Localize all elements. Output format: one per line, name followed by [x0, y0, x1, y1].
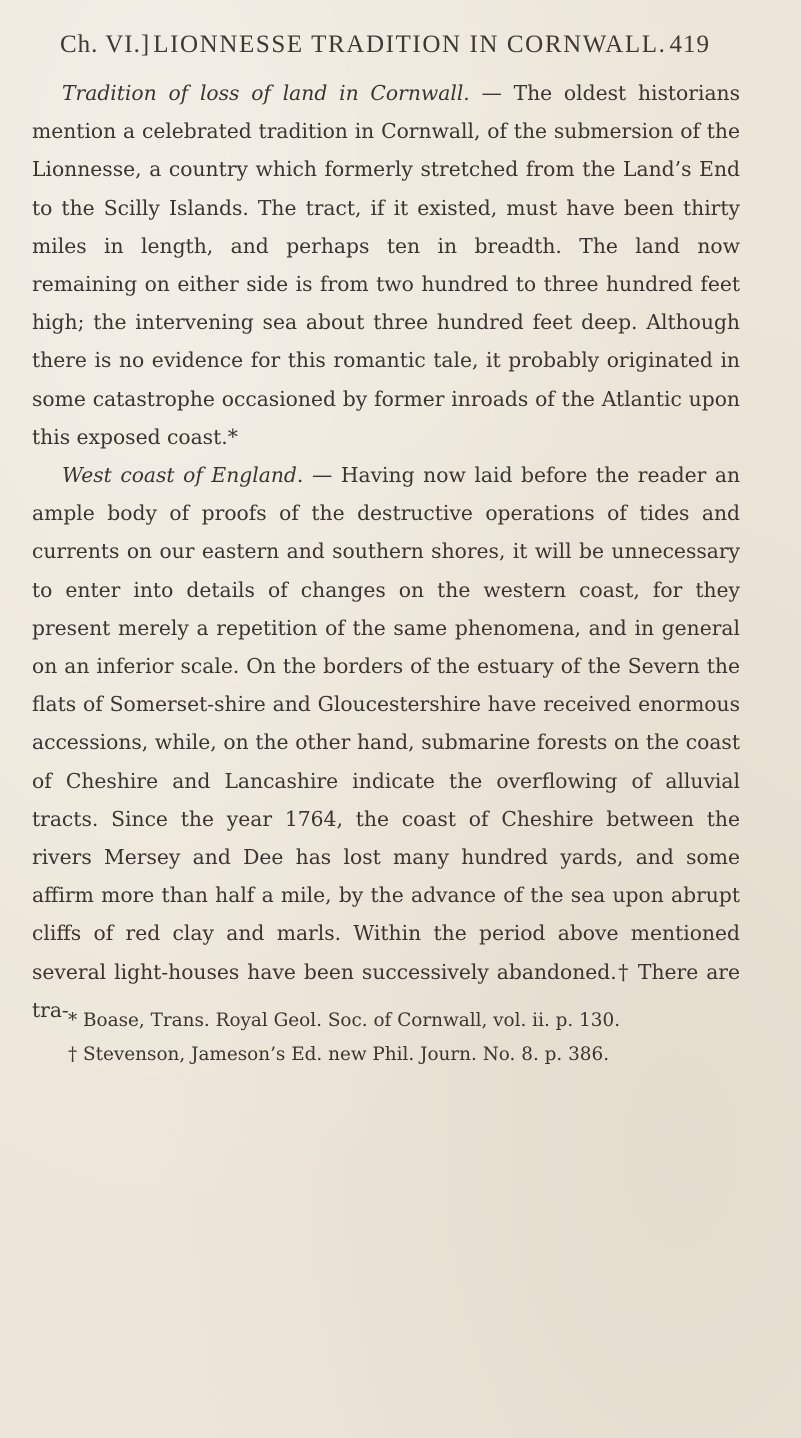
running-title: LIONNESSE TRADITION IN CORNWALL.: [153, 31, 667, 58]
paragraph-text: The oldest historians mention a celebrated tradition in Cornwall, of the submersion of the Lionnesse, a country which formerly stretched from the Land’s End to the Scilly Islands. The tract, if it existed, must have been thirty miles in length, and perhaps ten in breadth. The land now remaining on either side is from two hundred to three hundred feet high; the intervening sea about three hundred feet deep. Although there is no evidence for this romantic tale, it probably originated in some catastrophe occasioned by former inroads of the Atlantic upon this exposed coast.*: [32, 81, 741, 449]
footnotes: [68, 1004, 748, 1072]
page-number: 419: [669, 31, 710, 58]
paragraph-west-coast: [32, 456, 740, 1029]
paragraph-text: Having now laid before the reader an ample body of proofs of the destructive operations of tides and currents on our eastern and southern shores, it will be unnecessary to enter into details of changes on the western coast, for they present merely a repetition of the same phenomena, and in general on an inferior scale. On the borders of the estuary of the Severn the flats of Somerset-shire and Gloucestershire have received enormous accessions, while, on the other hand, submarine forests on the coast of Cheshire and Lancashire indicate the overflowing of alluvial tracts. Since the year 1764, the coast of Cheshire between the rivers Mersey and Dee has lost many hundred yards, and some affirm more than half a mile, by the advance of the sea upon abrupt cliffs of red clay and marls. Within the period above mentioned several light-houses have been successively abandoned.† There are tra-: [32, 463, 740, 1022]
paragraph-cornwall: [32, 74, 740, 456]
paragraph-heading: Tradition of loss of land in Cornwall. —: [62, 81, 502, 105]
footnote: † Stevenson, Jameson’s Ed. new Phil. Journ. No. 8. p. 386.: [68, 1044, 610, 1065]
body-text: [32, 74, 740, 1029]
chapter-label: Ch. VI.]: [60, 31, 151, 58]
running-head: [60, 22, 710, 68]
paragraph-heading: West coast of England. —: [62, 463, 333, 488]
footnote: * Boase, Trans. Royal Geol. Soc. of Cornwall, vol. ii. p. 130.: [68, 1010, 621, 1031]
